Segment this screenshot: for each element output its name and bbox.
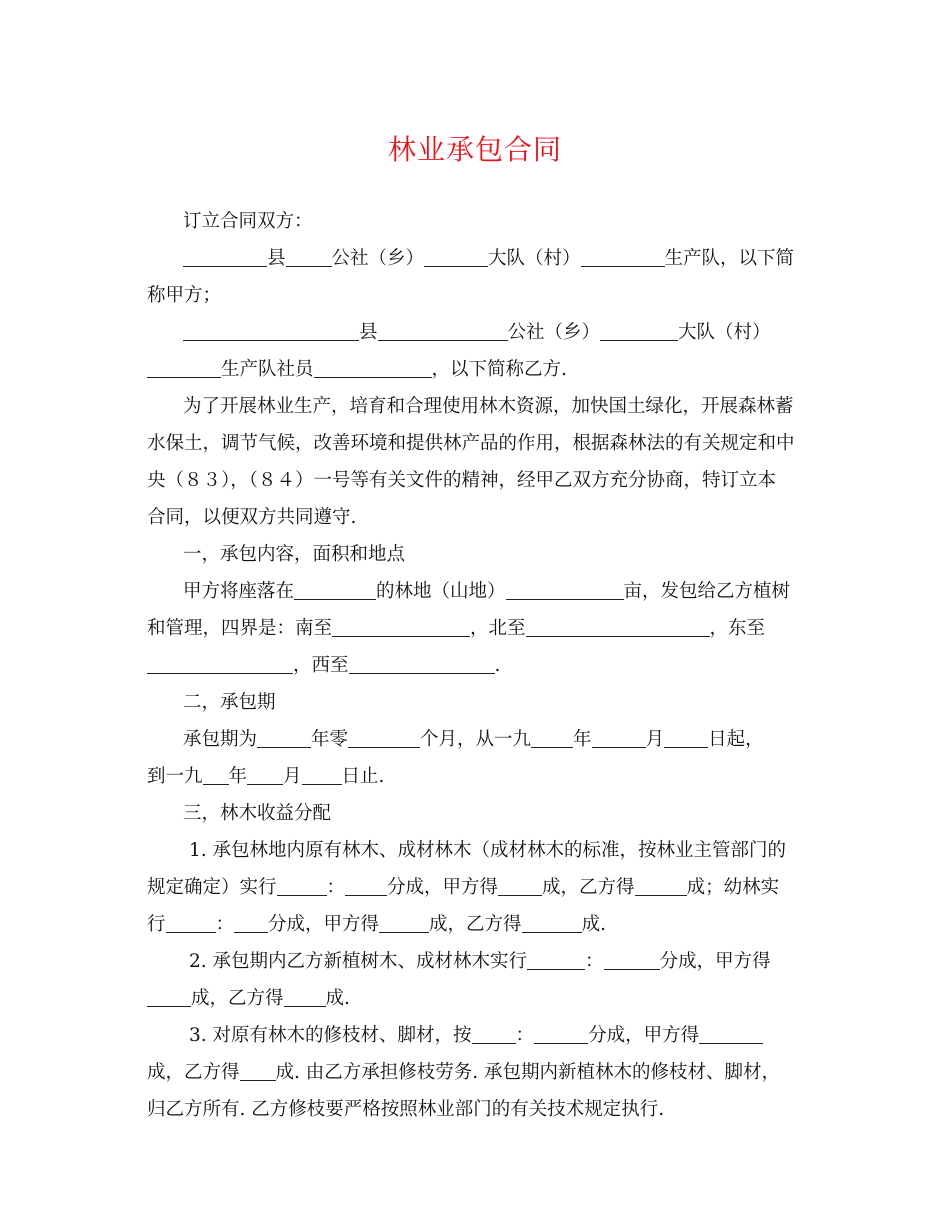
location-blank[interactable] — [294, 581, 376, 600]
party-b-line-2: 生产队社员 ，以下简称乙方. — [147, 358, 567, 382]
end-day-blank[interactable] — [302, 766, 342, 785]
brigade-blank[interactable] — [424, 248, 488, 267]
ratio-blank[interactable] — [345, 877, 387, 896]
brigade-blank[interactable] — [600, 322, 678, 341]
east-boundary-blank[interactable] — [147, 655, 293, 674]
area-blank[interactable] — [506, 581, 624, 600]
clause-1-line: 行 ： 分成，甲方得 成，乙方得 成. — [147, 914, 606, 935]
ratio-blank[interactable] — [234, 914, 268, 933]
section-3-heading: 三，林木收益分配 — [183, 803, 332, 824]
preamble-line: 合同，以便双方共同遵守. — [147, 507, 357, 528]
share-b-blank[interactable] — [284, 988, 326, 1007]
years-blank[interactable] — [257, 729, 311, 748]
west-boundary-blank[interactable] — [349, 655, 495, 674]
end-month-blank[interactable] — [247, 766, 283, 785]
share-a-blank[interactable] — [147, 988, 191, 1007]
clause-3-line: 归乙方所有. 乙方修枝要严格按照林业部门的有关技术规定执行. — [147, 1099, 665, 1120]
ratio-blank[interactable] — [604, 951, 660, 970]
months-blank[interactable] — [348, 729, 420, 748]
share-b-blank[interactable] — [522, 914, 582, 933]
party-b-line: 县 公社（乡） 大队（村） — [183, 321, 771, 345]
team-blank[interactable] — [147, 359, 221, 378]
clause-3-line: 3. 对原有林木的修枝材、脚材，按 ： 分成，甲方得 — [189, 1024, 763, 1048]
preamble-line: 水保土，调节气候，改善环境和提供林产品的作用，根据森林法的有关规定和中 — [147, 433, 795, 454]
preamble-line: 央（８３），（８４）一号等有关文件的精神，经甲乙双方充分协商，特订立本 — [147, 470, 777, 491]
ratio-blank[interactable] — [534, 1025, 588, 1044]
end-year-blank[interactable] — [203, 766, 229, 785]
ratio-blank[interactable] — [527, 951, 585, 970]
commune-blank[interactable] — [286, 248, 332, 267]
north-boundary-blank[interactable] — [526, 618, 710, 637]
south-boundary-blank[interactable] — [332, 618, 470, 637]
section-2-heading: 二，承包期 — [183, 692, 276, 713]
team-blank[interactable] — [581, 248, 665, 267]
clause-2-line: 2. 承包期内乙方新植树木、成材林木实行 ： 分成，甲方得 — [189, 951, 771, 972]
clause-1-line: 1. 承包林地内原有林木、成材林木（成材林木的标准，按林业主管部门的 — [189, 840, 787, 861]
ratio-blank[interactable] — [472, 1025, 516, 1044]
section-1-line: ，西至 . — [147, 654, 500, 678]
share-a-blank[interactable] — [699, 1025, 763, 1044]
party-a-line: 县 公社（乡） 大队（村） 生产队，以下简 — [183, 247, 794, 271]
clause-2-line: 成，乙方得 成. — [147, 987, 350, 1011]
county-blank[interactable] — [183, 248, 267, 267]
document-title: 林业承包合同 — [387, 133, 562, 166]
preamble-line: 为了开展林业生产，培育和合理使用林木资源，加快国土绿化，开展森林蓄 — [183, 396, 794, 417]
county-blank[interactable] — [183, 322, 359, 341]
commune-blank[interactable] — [378, 322, 508, 341]
start-year-blank[interactable] — [531, 729, 573, 748]
section-1-heading: 一，承包内容，面积和地点 — [183, 544, 406, 565]
party-a-line-2: 称甲方； — [147, 285, 222, 306]
share-a-blank[interactable] — [379, 914, 429, 933]
ratio-blank[interactable] — [277, 877, 327, 896]
clause-1-line: 规定确定）实行 ： 分成，甲方得 成，乙方得 成；幼林实 — [147, 877, 780, 898]
share-b-blank[interactable] — [635, 877, 687, 896]
share-b-blank[interactable] — [240, 1062, 276, 1081]
contract-parties-heading: 订立合同双方： — [183, 211, 313, 232]
section-2-line: 承包期为 年零 个月，从一九 年 月 日起， — [183, 729, 764, 750]
section-2-line: 到一九 年 月 日止. — [147, 766, 385, 787]
section-1-line: 甲方将座落在 的林地（山地） 亩，发包给乙方植树 — [183, 581, 791, 602]
member-name-blank[interactable] — [314, 359, 432, 378]
clause-3-line: 成，乙方得 成. 由乙方承担修枝劳务. 承包期内新植林木的修枝材、脚材， — [147, 1062, 781, 1083]
start-day-blank[interactable] — [664, 729, 708, 748]
start-month-blank[interactable] — [592, 729, 646, 748]
section-1-line: 和管理，四界是：南至 ，北至 ，东至 — [147, 618, 766, 639]
ratio-blank[interactable] — [166, 914, 216, 933]
share-a-blank[interactable] — [498, 877, 542, 896]
